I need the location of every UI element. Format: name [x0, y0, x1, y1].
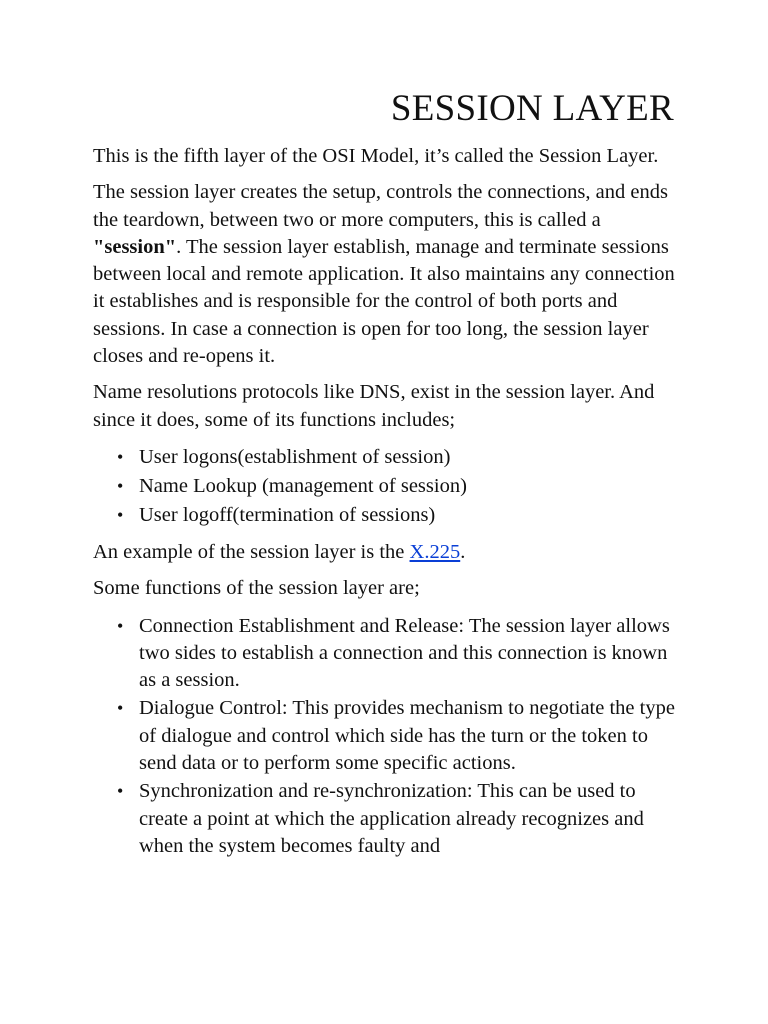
paragraph-text: The session layer creates the setup, controls the connections, and ends the teardown, between two or more computers, this is called a — [93, 181, 668, 231]
functions-list-short — [93, 443, 683, 530]
bullet-icon: • — [117, 446, 124, 467]
example-paragraph — [93, 539, 683, 566]
paragraph-text: . The session layer establish, manage and terminate sessions between local and remote application. It also maintains any connection it establishes and is responsible for the control of both ports and sessions. In case a connection is open for too long, the session layer closes and re-opens it. — [93, 235, 675, 368]
functions-intro-paragraph: Some functions of the session layer are; — [93, 577, 420, 600]
bullet-icon: • — [117, 504, 124, 525]
list-item-text: Dialogue Control: This provides mechanism to negotiate the type of dialogue and control which side has the turn or the token to send data or to perform some specific actions. — [139, 697, 675, 775]
list-item — [117, 443, 683, 472]
list-item-text: Name Lookup (management of session) — [139, 474, 467, 497]
dns-paragraph: Name resolutions protocols like DNS, exist in the session layer. And since it does, some of its functions includes; — [93, 381, 655, 431]
session-definition-paragraph — [93, 179, 683, 370]
bullet-icon: • — [117, 615, 124, 636]
list-item — [117, 695, 683, 777]
list-item-text: Connection Establishment and Release: The session layer allows two sides to establish a connection and this connection is known as a session. — [139, 614, 670, 692]
functions-list-detailed — [93, 612, 683, 861]
x225-link[interactable]: X.225 — [409, 540, 461, 563]
paragraph-text: . — [460, 540, 466, 563]
intro-paragraph: This is the fifth layer of the OSI Model, it’s called the Session Layer. — [93, 145, 659, 167]
list-item — [117, 778, 683, 860]
bullet-icon: • — [117, 698, 124, 719]
list-item — [117, 613, 683, 695]
list-item — [117, 501, 683, 530]
page-title: SESSION LAYER — [390, 88, 674, 129]
list-item — [117, 472, 683, 501]
list-item-text: User logons(establishment of session) — [139, 445, 451, 468]
document-body — [93, 143, 683, 869]
bold-term: "session" — [93, 235, 177, 258]
list-item-text: User logoff(termination of sessions) — [139, 503, 436, 526]
bullet-icon: • — [117, 475, 124, 496]
list-item-text: Synchronization and re-synchronization: This can be used to create a point at which the application already recognizes and when the system becomes faulty and — [139, 780, 644, 857]
bullet-icon: • — [117, 781, 124, 802]
paragraph-text: An example of the session layer is the — [93, 540, 410, 563]
